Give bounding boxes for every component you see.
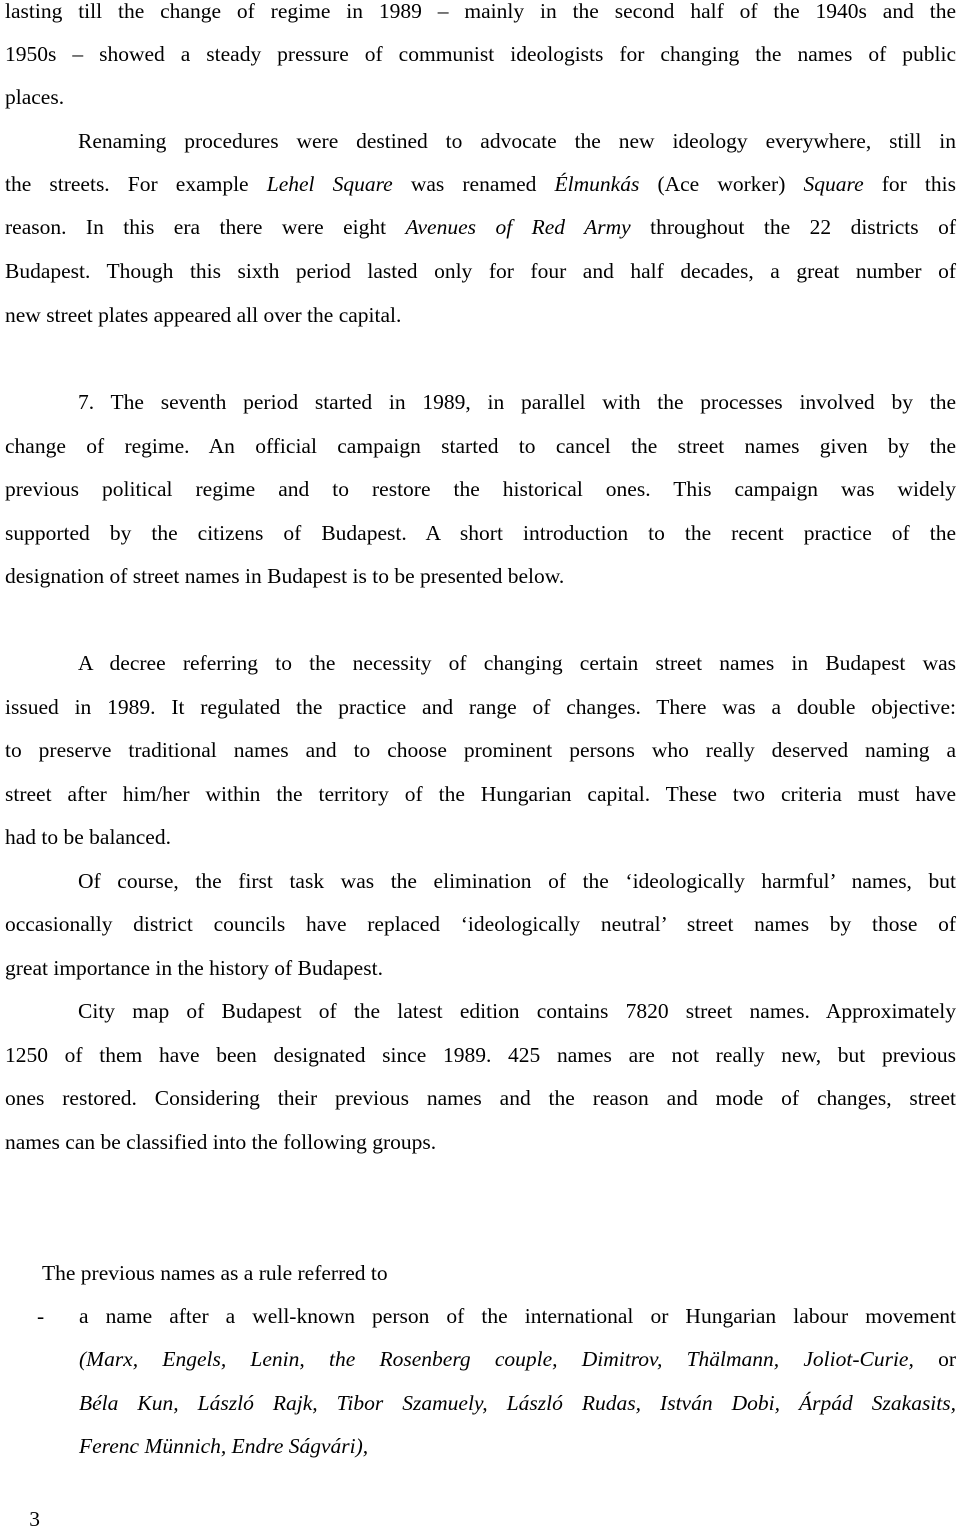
text-line: Of course, the first task was the elimination of the ‘ideologically harmful’ names, but [78, 869, 956, 893]
italic-street-name: of Red Army [495, 215, 631, 239]
text-line: designation of street names in Budapest is to be presented below. [5, 564, 565, 588]
text-line: Renaming procedures were destined to advocate the new ideology everywhere, still in [78, 129, 956, 153]
page-number: 3 [29, 1507, 40, 1531]
text-line: a name after a well-known person of the international or Hungarian labour movement [79, 1304, 956, 1328]
text-line: A decree referring to the necessity of changing certain street names in Budapest was [78, 651, 956, 675]
text-line: places. [5, 85, 65, 109]
text-span: throughout the 22 districts of [630, 215, 956, 239]
text-line: previous political regime and to restore the historical ones. This campaign was widely [5, 477, 956, 501]
list-bullet-dash: - [37, 1304, 45, 1328]
text-line: 1250 of them have been designated since 1989. 425 names are not really new, but previous [5, 1043, 956, 1067]
italic-names: (Marx, Engels, Lenin, the Rosenberg couple, Dimitrov, Thälmann, Joliot-Curie, [79, 1347, 914, 1371]
text-line [79, 1344, 956, 1374]
text-line: City map of Budapest of the latest edition contains 7820 street names. Approximately [78, 999, 956, 1023]
text-line: lasting till the change of regime in 1989 – mainly in the second half of the 1940s and the [5, 0, 956, 23]
text-span: the streets. For example [5, 172, 267, 196]
list-intro: The previous names as a rule referred to [42, 1261, 388, 1285]
text-line: Béla Kun, László Rajk, Tibor Szamuely, László Rudas, István Dobi, Árpád Szakasits, [79, 1391, 956, 1415]
text-line: had to be balanced. [5, 825, 171, 849]
text-line: occasionally district councils have replaced ‘ideologically neutral’ street names by those of [5, 912, 956, 936]
italic-street-name: Élmunkás [554, 172, 640, 196]
text-line: change of regime. An official campaign started to cancel the street names given by the [5, 434, 956, 458]
italic-street-name: Square [803, 172, 864, 196]
text-span: reason. In this era there were eight [5, 215, 406, 239]
text-line: 1950s – showed a steady pressure of communist ideologists for changing the names of public [5, 42, 956, 66]
text-line: issued in 1989. It regulated the practice and range of changes. There was a double objective: [5, 695, 956, 719]
text-line: names can be classified into the following groups. [5, 1130, 437, 1154]
text-span: (Ace worker) [639, 172, 804, 196]
italic-street-name: Avenues [405, 215, 476, 239]
text-span: or [913, 1347, 956, 1371]
text-line: supported by the citizens of Budapest. A short introduction to the recent practice of the [5, 521, 956, 545]
text-line: great importance in the history of Budapest. [5, 956, 383, 980]
italic-street-name: Lehel Square [266, 172, 393, 196]
text-span: was renamed [392, 172, 555, 196]
text-line: Budapest. Though this sixth period lasted only for four and half decades, a great number of [5, 259, 956, 283]
text-line: 7. The seventh period started in 1989, in parallel with the processes involved by the [78, 390, 956, 414]
text-line: Ferenc Münnich, Endre Ságvári), [79, 1434, 369, 1458]
text-line: ones restored. Considering their previous names and the reason and mode of changes, street [5, 1086, 956, 1110]
list-item [79, 0, 956, 1537]
text-line: street after him/her within the territory of the Hungarian capital. These two criteria must have [5, 782, 956, 806]
text-line: new street plates appeared all over the capital. [5, 303, 402, 327]
text-line: to preserve traditional names and to choose prominent persons who really deserved naming a [5, 738, 956, 762]
text-span: for this [863, 172, 956, 196]
